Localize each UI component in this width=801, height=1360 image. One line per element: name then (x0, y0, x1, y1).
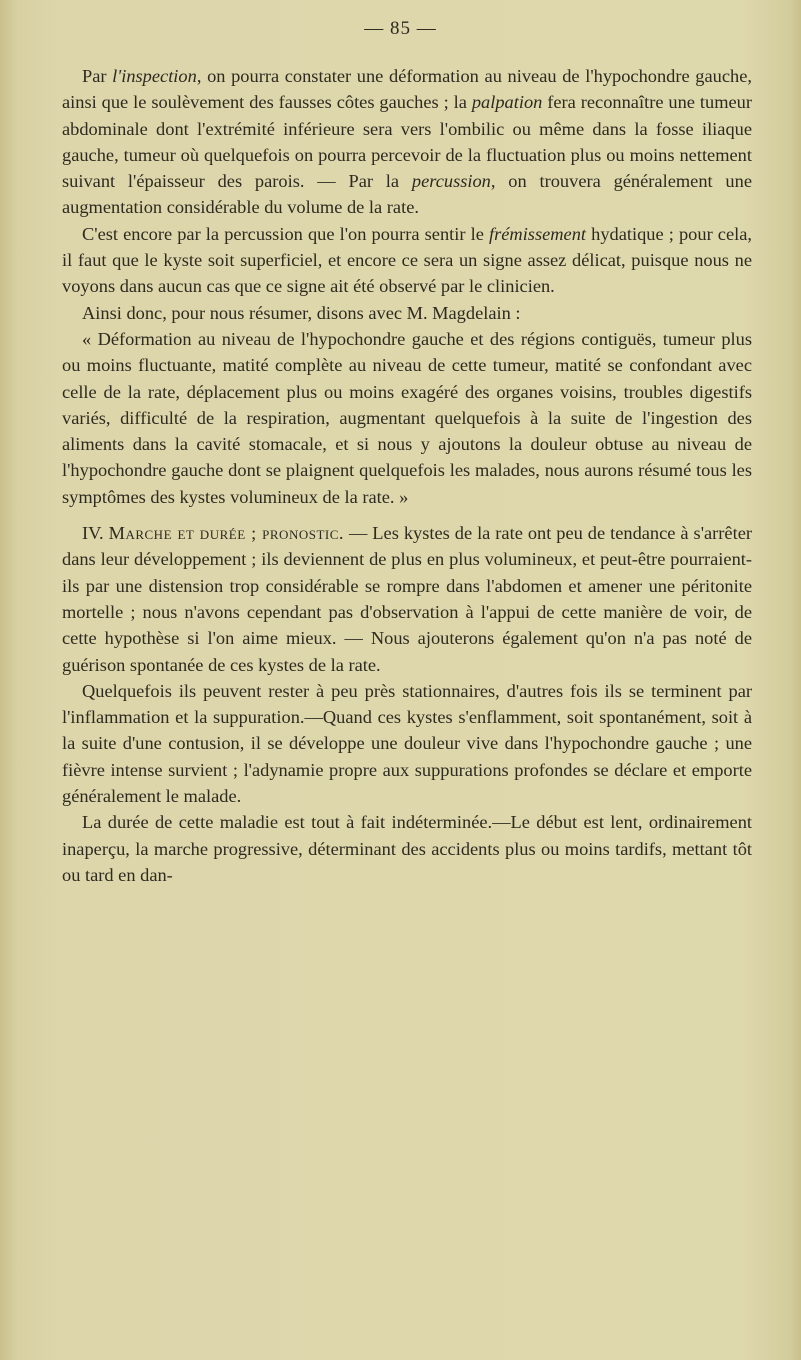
text-run: « Déformation au niveau de l'hypochondre gauche et des régions contiguës, tumeur plus ou moins fluctuante, matité complète au niveau de cette tumeur, matité se confondant avec celle de la rate, déplacement plus ou moins exagéré des organes voisins, troubles digestifs variés, difficulté de la respiration, augmentant quelquefois à la suite de l'ingestion des aliments dans la cavité stomacale, et si nous y ajoutons la douleur obtuse au niveau de l'hypochondre gauche dont se plaignent quelquefois les malades, nous aurons résumé tous les symptômes des kystes volumineux de la rate. » (62, 328, 752, 507)
italic-term: l'inspection (112, 66, 197, 86)
text-run: hydatique ; pour cela, il faut que le kyste soit superficiel, et encore ce sera un signe assez délicat, puisque nous ne voyons dans aucun cas que ce signe ait été observé par le clinicien. (62, 223, 752, 297)
text-run: Par (82, 66, 113, 86)
italic-term: percussion (411, 171, 491, 192)
paragraph-p3 (62, 300, 752, 326)
paragraph-p7 (62, 809, 752, 888)
body-text (62, 63, 752, 888)
text-run: — Les kystes de la rate ont peu de tendance à s'arrêter dans leur développement ; ils deviennent de plus en plus volumineux, et peut-être pourraient-ils par une distension trop considérable se rompre dans l'abdomen et amener une péritonite mortelle ; nous n'avons cependant pas d'observation à l'appui de cette manière de voir, de cette hypothèse si l'on aime mieux. — Nous ajouterons également qu'on n'a pas noté de guérison spontanée de ces kystes de la rate. (62, 523, 752, 675)
text-run: fera reconnaître une tumeur abdominale dont l'extrémité inférieure sera vers l'ombilic ou même dans la fosse iliaque gauche, tumeur où quelquefois on pourra percevoir de la fluctuation plus ou moins nettement suivant l'épaisseur des parois. — Par la (62, 92, 752, 192)
paragraph-p5 (62, 520, 752, 678)
text-run: , on trouvera généralement une augmentation considérable du volume de la rate. (62, 171, 752, 218)
paragraph-p4 (62, 326, 752, 510)
paragraph-p1 (62, 63, 752, 221)
page-number: — 85 — (364, 18, 437, 39)
italic-term: frémissement (488, 223, 587, 244)
text-run: IV. (82, 523, 109, 544)
paragraph-p2 (62, 221, 752, 300)
text-run: Quelquefois ils peuvent rester à peu près stationnaires, d'autres fois ils se terminent par l'inflammation et la suppuration.—Quand ces kystes s'enflamment, soit spontanément, soit à la suite d'une contusion, il se développe une douleur vive dans l'hypochondre gauche ; une fièvre intense survient ; l'adynamie propre aux suppurations profondes se déclare et emporte généralement le malade. (62, 680, 752, 807)
italic-term: palpation (471, 92, 543, 113)
text-run: C'est encore par la percussion que l'on pourra sentir le (82, 223, 489, 244)
text-run: , on pourra constater une déformation au niveau de l'hypochondre gauche, ainsi que le soulèvement des fausses côtes gauches ; la (62, 66, 752, 113)
section-heading: Marche et durée ; pronostic. (108, 523, 344, 544)
text-run: La durée de cette maladie est tout à fait indéterminée.—Le début est lent, ordinairement inaperçu, la marche progressive, déterminant des accidents plus ou moins tardifs, mettant tôt ou tard en dan- (62, 812, 752, 885)
text-run: Ainsi donc, pour nous résumer, disons avec M. Magdelain : (82, 302, 521, 323)
paragraph-p6 (62, 678, 752, 809)
